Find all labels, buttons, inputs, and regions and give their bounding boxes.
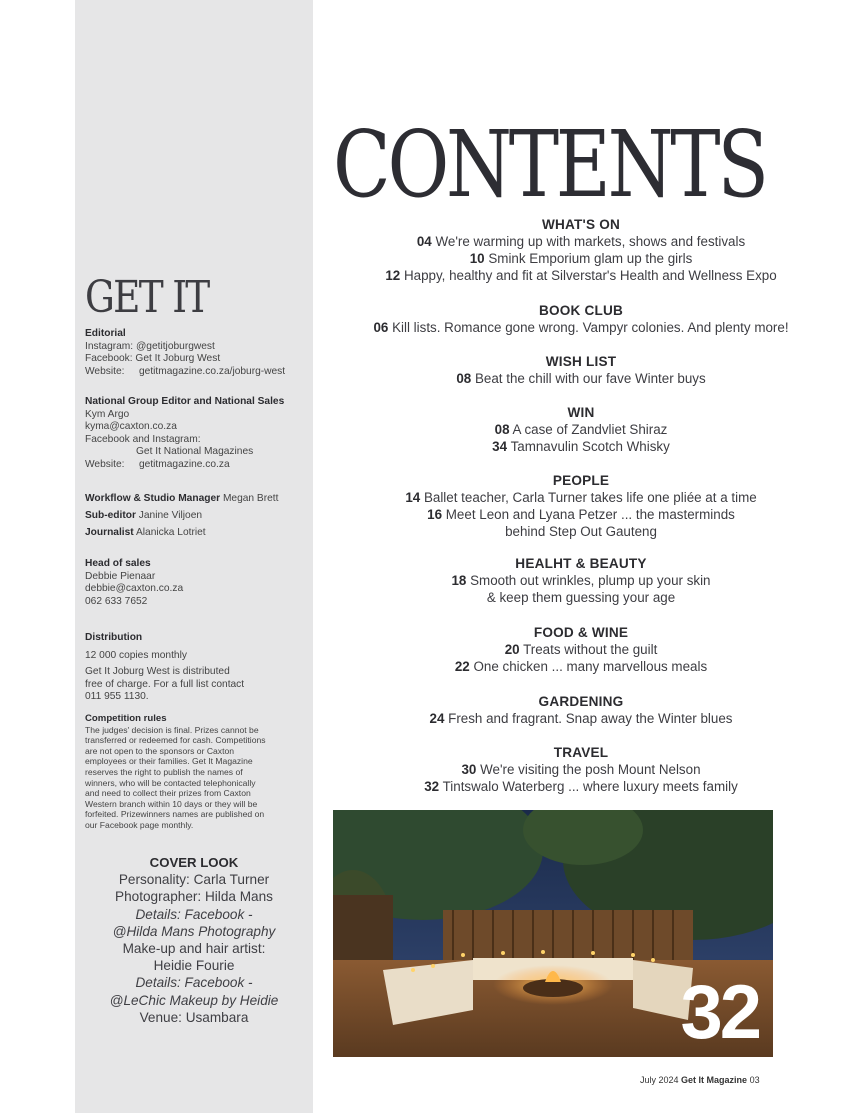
footer-page-number: 03 [749, 1075, 760, 1085]
contents-item[interactable] [313, 778, 849, 795]
staff-line [85, 524, 278, 541]
item-page-number: 22 [454, 659, 470, 675]
contents-title: CONTENTS [333, 111, 766, 218]
section-title: BOOK CLUB [538, 303, 624, 318]
section-wish-list [313, 353, 849, 387]
section-title: WISH LIST [545, 354, 617, 369]
item-text: Tintswalo Waterberg ... where luxury meets family [442, 779, 738, 795]
contents-item[interactable] [313, 267, 849, 284]
item-text: We're visiting the posh Mount Nelson [480, 762, 701, 777]
competition-line: transferred or redeemed for cash. Competitions [85, 735, 266, 746]
sales-email: debbie@caxton.co.za [85, 583, 184, 595]
item-text: Happy, healthy and fit at Silverstar's Health and Wellness Expo [403, 268, 777, 284]
cover-look-line: Make-up and hair artist: [122, 941, 266, 957]
contents-item[interactable] [313, 506, 849, 523]
item-page-number: 08 [494, 422, 510, 437]
staff-name: Megan Brett [222, 493, 279, 504]
contents-item[interactable] [313, 233, 849, 250]
competition-line: Western branch within 10 days or they will be [85, 798, 258, 809]
competition-line: forfeited. Prizewinners names are published on [85, 809, 265, 820]
item-page-number: 14 [405, 490, 421, 505]
staff-role: Journalist [85, 527, 134, 538]
contents-item[interactable] [313, 250, 849, 267]
editorial-block [85, 328, 285, 378]
staff-role: Sub-editor [85, 510, 136, 521]
competition-block [85, 714, 295, 831]
section-gardening [313, 693, 849, 727]
national-social-label: Facebook and Instagram: [85, 433, 201, 445]
cover-look-line: Personality: Carla Turner [118, 872, 270, 888]
footer-date: July 2024 [640, 1075, 679, 1085]
item-page-number: 34 [492, 439, 508, 455]
item-page-number: 06 [373, 320, 389, 335]
contents-item[interactable] [313, 489, 849, 506]
item-page-number: 32 [424, 779, 440, 795]
national-email: kyma@caxton.co.za [85, 421, 177, 433]
brand-logo: GET IT [85, 272, 209, 323]
item-page-number: 08 [456, 371, 472, 386]
editorial-website-url: getitmagazine.co.za/joburg-west [139, 365, 286, 377]
staff-block [85, 490, 278, 541]
item-text: Smooth out wrinkles, plump up your skin [470, 573, 711, 588]
competition-line: employees or their families. Get It Magazine [85, 756, 253, 767]
page-footer [640, 1075, 760, 1085]
item-text: We're warming up with markets, shows and festivals [435, 234, 746, 249]
item-page-number: 30 [461, 762, 477, 777]
cover-look-line [75, 923, 313, 940]
item-text: & keep them guessing your age [486, 590, 676, 606]
section-title: GARDENING [538, 694, 624, 709]
item-text: Beat the chill with our fave Winter buys [474, 371, 706, 386]
staff-line [85, 490, 278, 507]
editorial-heading: Editorial [85, 328, 126, 339]
contents-item-continued [313, 589, 849, 606]
national-block [85, 396, 284, 472]
section-title: TRAVEL [553, 745, 609, 760]
cover-look-line [75, 974, 313, 991]
item-text: Meet Leon and Lyana Petzer ... the masterminds [445, 507, 735, 523]
section-people [313, 472, 849, 541]
editorial-website [85, 366, 285, 379]
national-website-url: getitmagazine.co.za [139, 458, 230, 470]
item-page-number: 10 [469, 251, 485, 267]
contents-item[interactable] [313, 761, 849, 778]
distribution-line: free of charge. For a full list contact [85, 678, 245, 690]
contents-item[interactable] [313, 438, 849, 455]
item-text: A case of Zandvliet Shiraz [512, 422, 668, 437]
section-food-wine [313, 624, 849, 675]
sales-name: Debbie Pienaar [85, 570, 156, 582]
national-website-label: Website: [85, 458, 125, 470]
section-whats-on [313, 216, 849, 285]
contents-item[interactable] [313, 319, 849, 336]
section-title: WHAT'S ON [541, 217, 621, 232]
staff-name: Janine Viljoen [138, 510, 203, 521]
item-page-number: 04 [416, 234, 432, 249]
section-travel [313, 744, 849, 795]
contents-item[interactable] [313, 710, 849, 727]
distribution-block [85, 632, 244, 704]
photo-page-number: 32 [680, 970, 759, 1055]
cover-look-italic: @Hilda Mans Photography [112, 923, 276, 939]
national-name: Kym Argo [85, 408, 130, 420]
cover-look-italic: Details: Facebook - [135, 906, 253, 922]
item-page-number: 16 [427, 507, 443, 523]
item-page-number: 18 [451, 573, 467, 588]
section-health-beauty [313, 555, 849, 606]
section-title: FOOD & WINE [533, 625, 629, 640]
competition-line: The judges' decision is final. Prizes cannot be [85, 724, 259, 735]
contents-item-continued [313, 523, 849, 540]
contents-item[interactable] [313, 572, 849, 589]
distribution-copies: 12 000 copies monthly [85, 649, 187, 661]
national-social-value: Get It National Magazines [136, 446, 254, 458]
sales-phone: 062 633 7652 [85, 595, 148, 607]
distribution-line: 011 955 1130. [85, 691, 149, 703]
contents-item[interactable] [313, 641, 849, 658]
cover-look-line: Venue: Usambara [139, 1009, 249, 1025]
item-page-number: 12 [385, 268, 401, 284]
section-title: PEOPLE [552, 473, 610, 488]
competition-line: are not open to the sponsors or Caxton [85, 745, 235, 756]
section-title: HEALHT & BEAUTY [515, 556, 647, 571]
contents-item[interactable] [313, 421, 849, 438]
cover-look-block [75, 854, 313, 1026]
feature-photo [333, 810, 773, 1057]
section-win [313, 404, 849, 455]
item-text: Fresh and fragrant. Snap away the Winter blues [448, 711, 733, 726]
item-text: One chicken ... many marvellous meals [473, 659, 708, 675]
item-text: behind Step Out Gauteng [505, 524, 657, 540]
cover-look-line: Heidie Fourie [153, 958, 235, 974]
distribution-line: Get It Joburg West is distributed [85, 666, 230, 678]
item-page-number: 24 [429, 711, 445, 726]
section-title: WIN [567, 405, 595, 420]
cover-look-line [75, 906, 313, 923]
national-website [85, 459, 284, 472]
item-page-number: 20 [504, 642, 520, 657]
cover-look-heading: COVER LOOK [149, 855, 239, 870]
section-book-club [313, 302, 849, 336]
item-text: Kill lists. Romance gone wrong. Vampyr colonies. And plenty more! [392, 320, 789, 335]
item-text: Ballet teacher, Carla Turner takes life one pliée at a time [423, 490, 757, 505]
competition-line: and need to collect their prizes from Caxton [85, 788, 251, 799]
cover-look-line: Photographer: Hilda Mans [115, 889, 273, 905]
cover-look-italic: Details: Facebook - [135, 975, 253, 991]
staff-name: Alanicka Lotriet [135, 527, 206, 538]
editorial-website-label: Website: [85, 365, 125, 377]
editorial-facebook: Facebook: Get It Joburg West [85, 353, 221, 365]
cover-look-line [75, 992, 313, 1009]
contents-item[interactable] [313, 658, 849, 675]
staff-role: Workflow & Studio Manager [85, 493, 221, 504]
sales-block [85, 558, 183, 608]
competition-line: our Facebook page monthly. [85, 819, 194, 830]
contents-item[interactable] [313, 370, 849, 387]
cover-look-italic: @LeChic Makeup by Heidie [109, 992, 279, 1008]
footer-magazine: Get It Magazine [681, 1075, 748, 1085]
item-text: Treats without the guilt [523, 642, 658, 657]
competition-heading: Competition rules [85, 713, 167, 724]
distribution-heading: Distribution [85, 632, 143, 643]
editorial-instagram: Instagram: @getitjoburgwest [85, 340, 215, 352]
competition-line: reserves the right to publish the names of [85, 766, 243, 777]
national-heading: National Group Editor and National Sales [85, 396, 285, 407]
item-text: Smink Emporium glam up the girls [488, 251, 693, 267]
competition-line: winners, who will be contacted telephonically [85, 777, 256, 788]
item-text: Tamnavulin Scotch Whisky [510, 439, 670, 455]
staff-line [85, 507, 278, 524]
sales-heading: Head of sales [85, 558, 151, 569]
